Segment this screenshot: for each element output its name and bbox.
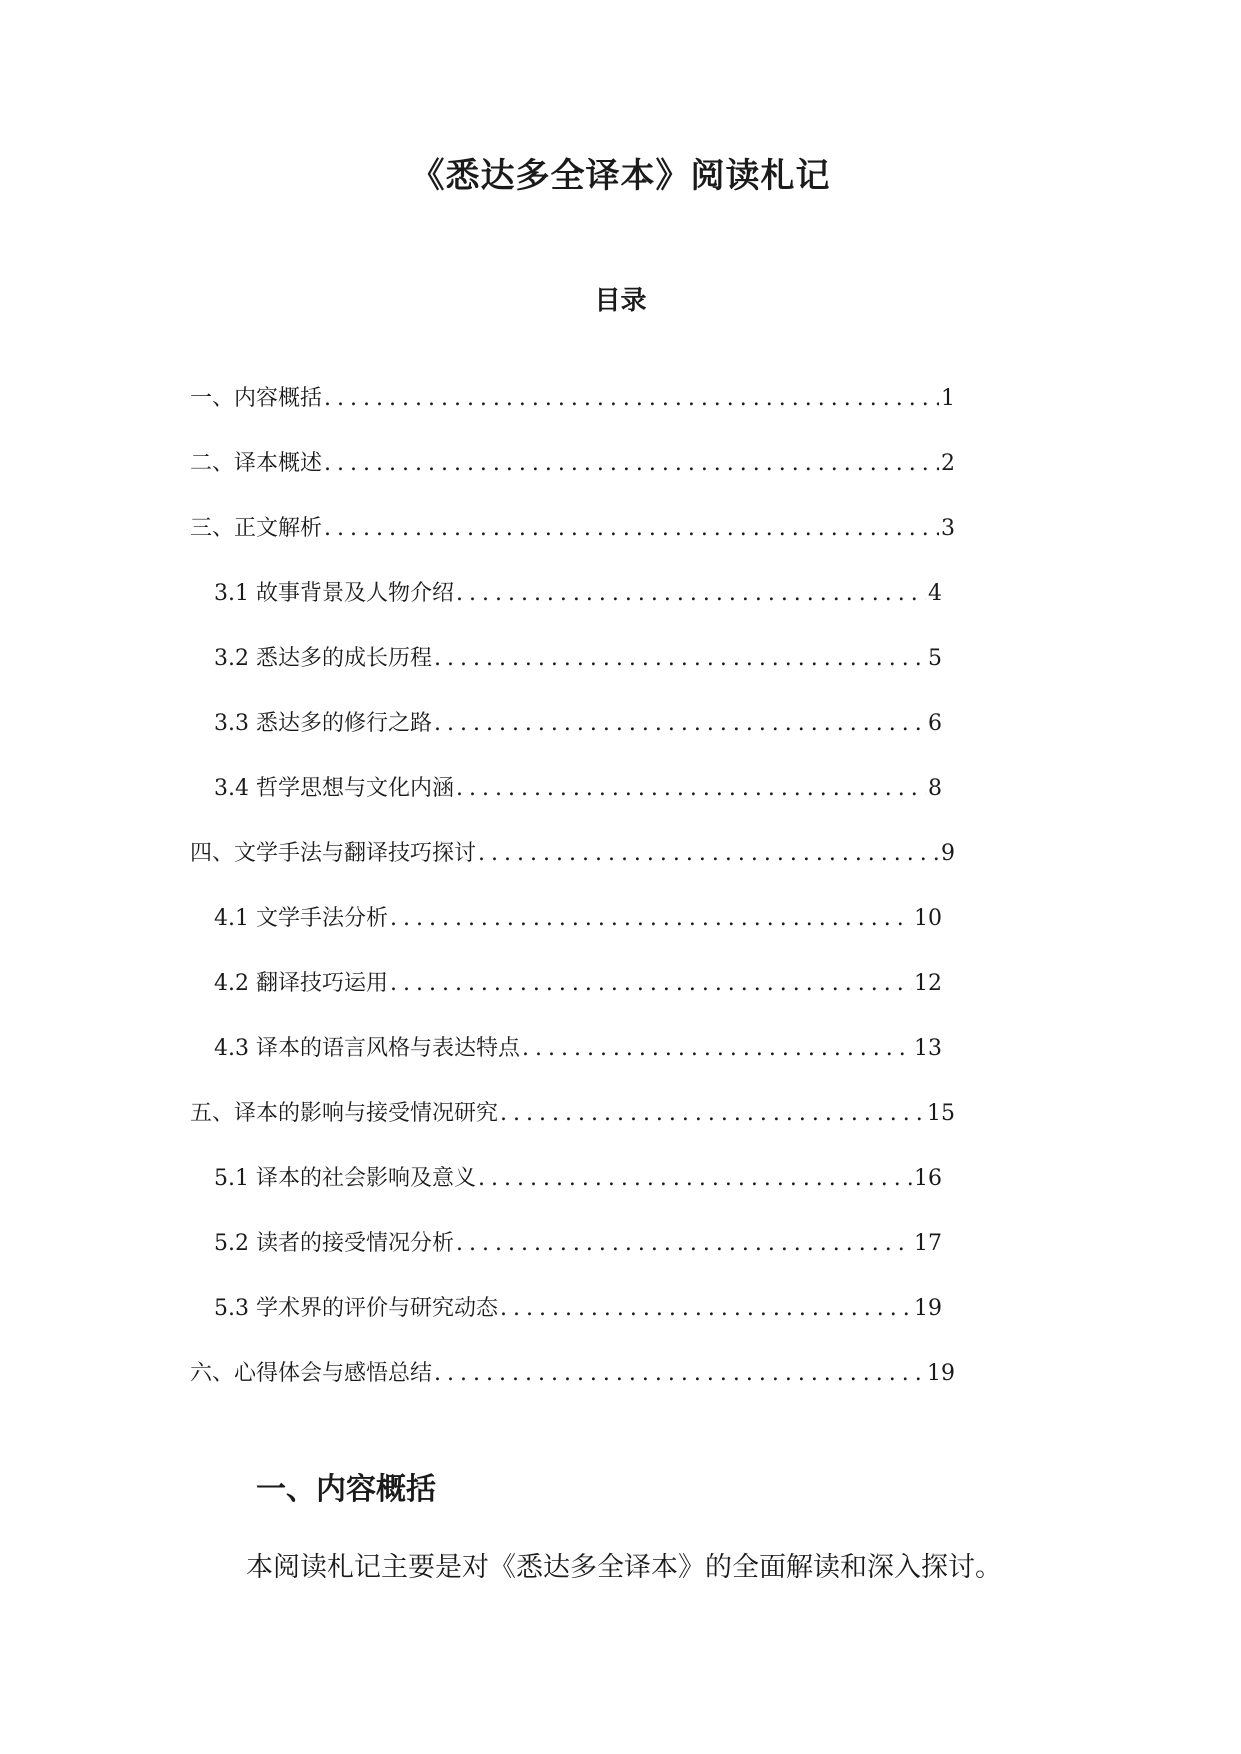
toc-entry[interactable] — [214, 904, 942, 969]
toc-dot-leader — [434, 644, 926, 674]
toc-entry-page-number: 19 — [914, 1296, 942, 1321]
toc-entry-label: 3.2 悉达多的成长历程 — [214, 646, 432, 671]
toc-entry-label: 3.1 故事背景及人物介绍 — [214, 581, 454, 606]
toc-entry-label: 六、心得体会与感悟总结 — [190, 1361, 433, 1386]
toc-entry-page-number: 12 — [914, 971, 942, 996]
toc-entry[interactable] — [190, 449, 955, 514]
toc-entry-page-number: 4 — [928, 581, 942, 606]
toc-entry-page-number: 10 — [914, 906, 942, 931]
toc-entry-page-number: 16 — [914, 1166, 942, 1191]
toc-entry[interactable] — [214, 1164, 942, 1229]
toc-entry-label: 二、译本概述 — [190, 451, 323, 476]
toc-dot-leader — [522, 1034, 912, 1064]
toc-entry-label: 三、正文解析 — [190, 516, 323, 541]
table-of-contents — [0, 384, 1241, 1424]
toc-entry-page-number: 8 — [928, 776, 942, 801]
toc-entry-label: 5.2 读者的接受情况分析 — [214, 1231, 454, 1256]
toc-entry[interactable] — [190, 514, 955, 579]
toc-entry-label: 5.1 译本的社会影响及意义 — [214, 1166, 476, 1191]
toc-entry-label: 4.2 翻译技巧运用 — [214, 971, 388, 996]
toc-dot-leader — [478, 1164, 912, 1194]
toc-entry[interactable] — [214, 709, 942, 774]
toc-entry-label: 5.3 学术界的评价与研究动态 — [214, 1296, 498, 1321]
toc-dot-leader — [456, 774, 926, 804]
toc-entry-page-number: 15 — [927, 1101, 955, 1126]
toc-entry-page-number: 2 — [941, 451, 955, 476]
toc-entry[interactable] — [214, 579, 942, 644]
toc-entry-label: 4.3 译本的语言风格与表达特点 — [214, 1036, 520, 1061]
toc-entry-page-number: 5 — [928, 646, 942, 671]
toc-entry[interactable] — [190, 1099, 955, 1164]
section-heading: 一、内容概括 — [256, 1472, 436, 1507]
toc-entry-page-number: 1 — [941, 386, 955, 411]
toc-entry[interactable] — [214, 1229, 942, 1294]
toc-entry-label: 四、文学手法与翻译技巧探讨 — [190, 841, 477, 866]
toc-entry[interactable] — [190, 384, 955, 449]
toc-dot-leader — [390, 904, 912, 934]
toc-entry[interactable] — [214, 969, 942, 1034]
toc-dot-leader — [478, 839, 939, 869]
toc-entry-page-number: 3 — [941, 516, 955, 541]
toc-entry-page-number: 6 — [928, 711, 942, 736]
toc-entry[interactable] — [214, 644, 942, 709]
toc-entry-page-number: 19 — [927, 1361, 955, 1386]
toc-entry[interactable] — [214, 1294, 942, 1359]
toc-heading: 目录 — [594, 286, 647, 316]
toc-entry-page-number: 13 — [914, 1036, 942, 1061]
toc-entry[interactable] — [214, 774, 942, 839]
document-title: 《悉达多全译本》阅读札记 — [410, 156, 831, 196]
body-paragraph: 本阅读札记主要是对《悉达多全译本》的全面解读和深入探讨。 — [246, 1552, 1002, 1583]
toc-entry-label: 一、内容概括 — [190, 386, 323, 411]
toc-dot-leader — [434, 1359, 925, 1389]
toc-dot-leader — [434, 709, 926, 739]
toc-dot-leader — [390, 969, 912, 999]
toc-entry-label: 3.4 哲学思想与文化内涵 — [214, 776, 454, 801]
toc-entry-page-number: 9 — [941, 841, 955, 866]
toc-dot-leader — [456, 579, 926, 609]
toc-entry[interactable] — [214, 1034, 942, 1099]
toc-entry-label: 五、译本的影响与接受情况研究 — [190, 1101, 499, 1126]
toc-entry[interactable] — [190, 839, 955, 904]
toc-entry-page-number: 17 — [914, 1231, 942, 1256]
toc-dot-leader — [324, 514, 939, 544]
toc-dot-leader — [500, 1099, 925, 1129]
toc-dot-leader — [324, 384, 939, 414]
toc-dot-leader — [324, 449, 939, 479]
toc-dot-leader — [500, 1294, 912, 1324]
toc-entry-label: 4.1 文学手法分析 — [214, 906, 388, 931]
toc-entry[interactable] — [190, 1359, 955, 1424]
toc-dot-leader — [456, 1229, 912, 1259]
toc-entry-label: 3.3 悉达多的修行之路 — [214, 711, 432, 736]
